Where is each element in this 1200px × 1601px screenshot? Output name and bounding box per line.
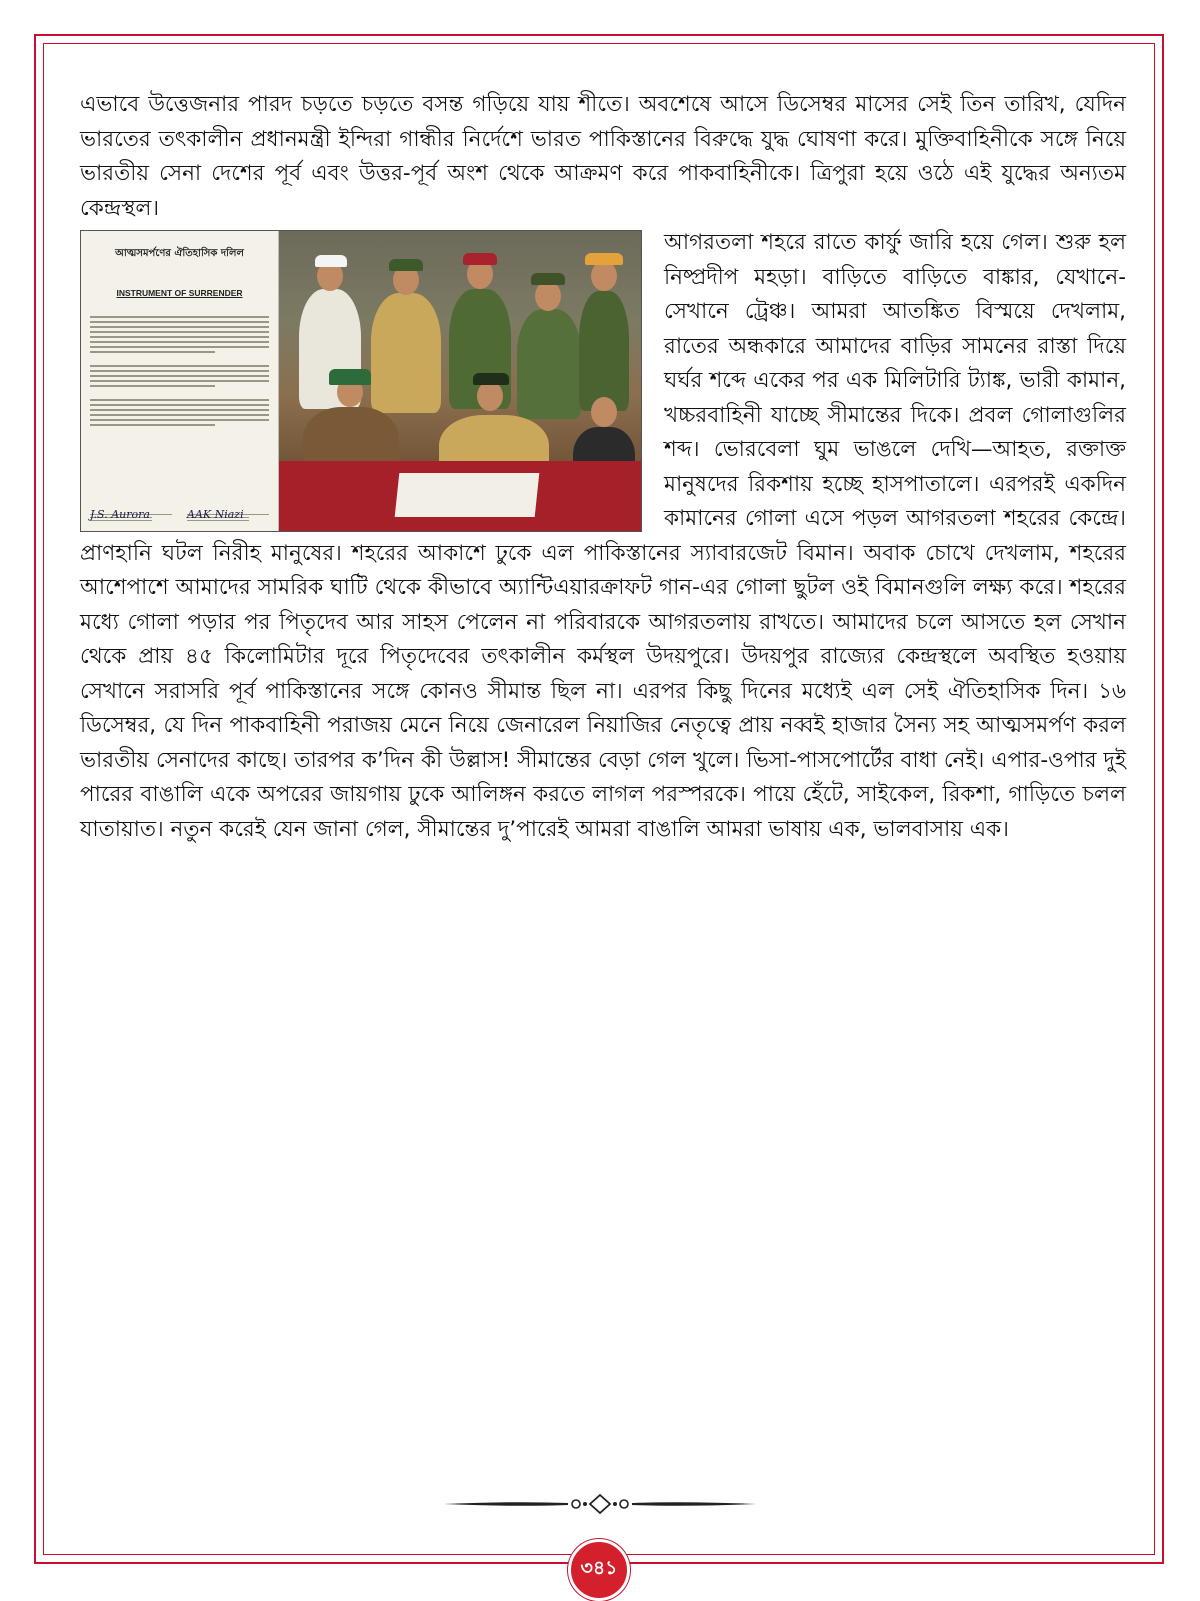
document-header: আত্মসমর্পণের ঐতিহাসিক দলিল [115,248,244,259]
page-number-badge: ৩৪১ [568,1539,630,1601]
signature-block-right [187,498,269,523]
signature-block-left [90,498,172,523]
document-title: INSTRUMENT OF SURRENDER [116,287,243,298]
surrender-document-image [81,231,279,531]
paragraph-main [80,226,1126,847]
surrender-signing-photo [279,231,641,531]
page-content [80,88,1126,847]
document-signatures [90,498,269,523]
paragraph-main-text: আগরতলা শহরে রাতে কার্ফু জারি হয়ে গেল। শুরু হল নিষ্প্রদীপ মহড়া। বাড়িতে বাড়িতে বাঙ্কার, যেখানে-সেখানে ট্রেঞ্চ। আমরা আতঙ্কিত বিস্ময়ে দেখলাম, রাতের অন্ধকারে আমাদের বাড়ির সামনের রাস্তা দিয়ে ঘর্ঘর শব্দে একের পর এক মিলিটারি ট্যাঙ্ক, ভারী কামান, খচ্চরবাহিনী যাচ্ছে সীমান্তের দিকে। প্রবল গোলাগুলির শব্দ। ভোরবেলা ঘুম ভাঙলে দেখি—আহত, রক্তাক্ত মানুষদের রিকশায় হচ্ছে হাসপাতালে। এরপরই একদিন কামানের গোলা এসে পড়ল আগরতলা শহরের কেন্দ্রে। প্রাণহানি ঘটল নিরীহ মানুষের। শহরের আকাশে ঢুকে এল পাকিস্তানের স্যাবারজেট বিমান। অবাক চোখে দেখলাম, শহরের আশেপাশে আমাদের সামরিক ঘাটি থেকে কীভাবে অ্যান্টিএয়ারক্রাফট গান-এর গোলা ছুটল ওই বিমানগুলি লক্ষ্য করে। শহরের মধ্যে গোলা পড়ার পর পিতৃদেব আর সাহস পেলেন না পরিবারকে আগরতলায় রাখতে। আমাদের চলে আসতে হল সেখান থেকে প্রায় ৪৫ কিলোমিটার দূরে পিতৃদেবের তৎকালীন কর্মস্থল উদয়পুরে। উদয়পুর রাজ্যের কেন্দ্রস্থলে অবস্থিত হওয়ায় সেখানে সরাসরি পূর্ব পাকিস্তানের সঙ্গে কোনও সীমান্ত ছিল না। এরপর কিছু দিনের মধ্যেই এল সেই ঐতিহাসিক দিন। ১৬ ডিসেম্বর, যে দিন পাকবাহিনী পরাজয় মেনে নিয়ে জেনারেল নিয়াজির নেতৃত্বে প্রায় নব্বই হাজার সৈন্য সহ আত্মসমর্পণ করল ভারতীয় সেনাদের কাছে। তারপর ক’দিন কী উল্লাস! সীমান্তের বেড়া গেল খুলে। ভিসা-পাসপোর্টের বাধা নেই। এপার-ওপার দুই পারের বাঙালি একে অপরের জায়গায় ঢুকে আলিঙ্গন করতে লাগল পরস্পরকে। পায়ে হেঁটে, সাইকেল, রিকশা, গাড়িতে চলল যাতায়াত। নতুন করেই যেন জানা গেল, সীমান্তের দু’পারেই আমরা বাঙালি আমরা ভাষায় এক, ভালবাসায় এক। [80,230,1126,842]
document-text-lines [90,316,269,426]
paragraph-intro: এভাবে উত্তেজনার পারদ চড়তে চড়তে বসন্ত গড়িয়ে যায় শীতে। অবশেষে আসে ডিসেম্বর মাসের সেই তিন তারিখ, যেদিন ভারতের তৎকালীন প্রধানমন্ত্রী ইন্দিরা গান্ধীর নির্দেশে ভারত পাকিস্তানের বিরুদ্ধে যুদ্ধ ঘোষণা করে। মুক্তিবাহিনীকে সঙ্গে নিয়ে ভারতীয় সেনা দেশের পূর্ব এবং উত্তর-পূর্ব অংশ থেকে আক্রমণ করে পাকবাহিনীকে। ত্রিপুরা হয়ে ওঠে এই যুদ্ধের অন্যতম কেন্দ্রস্থল। [80,92,1126,221]
signature-left [90,498,172,512]
surrender-figure [80,230,642,532]
divider-ornament [444,1494,756,1514]
signature-right [187,498,269,512]
